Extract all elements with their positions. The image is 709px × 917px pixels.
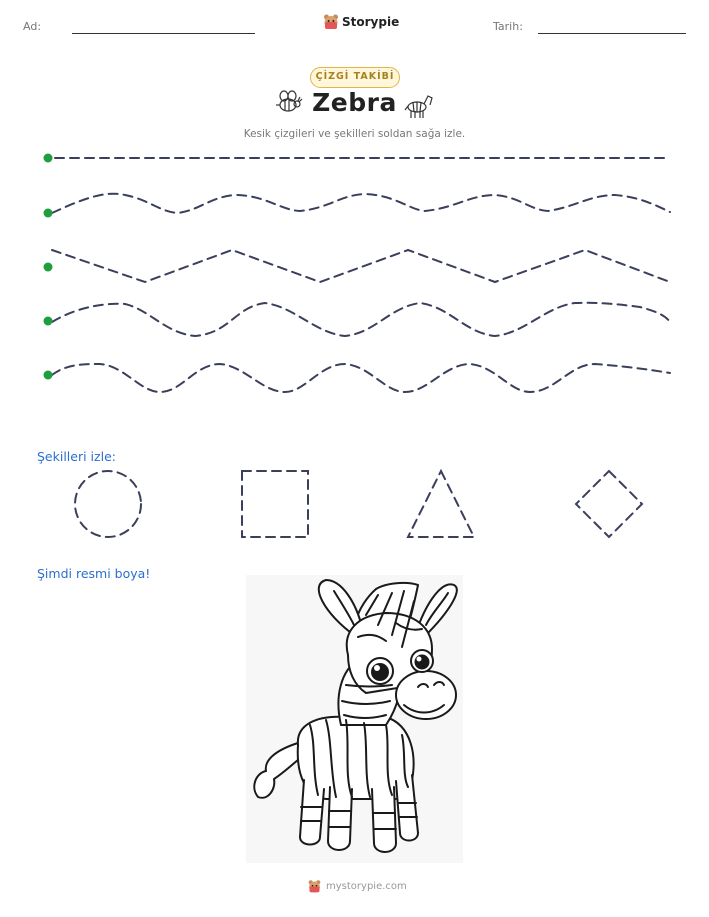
bee-icon [272, 88, 304, 118]
coloring-section-label: Şimdi resmi boya! [37, 566, 151, 581]
date-label: Tarih: [493, 20, 523, 33]
storypie-bear-icon [307, 879, 322, 894]
date-line[interactable] [538, 33, 686, 34]
trace-diamond[interactable] [576, 471, 642, 537]
storypie-bear-icon [322, 13, 340, 31]
footer [307, 878, 407, 896]
tracing-line-zigzag[interactable] [52, 250, 670, 282]
tracing-line-wave[interactable] [52, 194, 670, 213]
worksheet-title: Zebra [312, 88, 397, 117]
activity-badge: ÇİZGİ TAKİBİ [310, 67, 400, 88]
trace-circle[interactable] [75, 471, 141, 537]
brand-logo [322, 12, 400, 34]
footer-website[interactable]: mystorypie.com [326, 881, 407, 892]
start-dot [44, 263, 53, 272]
start-dot [44, 209, 53, 218]
start-dot [44, 317, 53, 326]
tracing-shapes-area [0, 462, 709, 542]
brand-name: Storypie [342, 15, 400, 29]
tracing-lines-area [0, 140, 709, 400]
trace-triangle[interactable] [408, 471, 474, 537]
tracing-line-bumpy[interactable] [52, 364, 670, 392]
start-dot [44, 154, 53, 163]
instructions-text: Kesik çizgileri ve şekilleri soldan sağa izle. [243, 128, 466, 140]
shapes-section-label: Şekilleri izle: [37, 449, 116, 464]
name-line[interactable] [72, 33, 255, 34]
trace-square[interactable] [242, 471, 308, 537]
zebra-coloring-illustration[interactable] [246, 575, 463, 863]
tracing-line-wave-2[interactable] [52, 303, 670, 336]
zebra-icon [403, 90, 435, 120]
name-label: Ad: [23, 20, 42, 33]
start-dot [44, 371, 53, 380]
